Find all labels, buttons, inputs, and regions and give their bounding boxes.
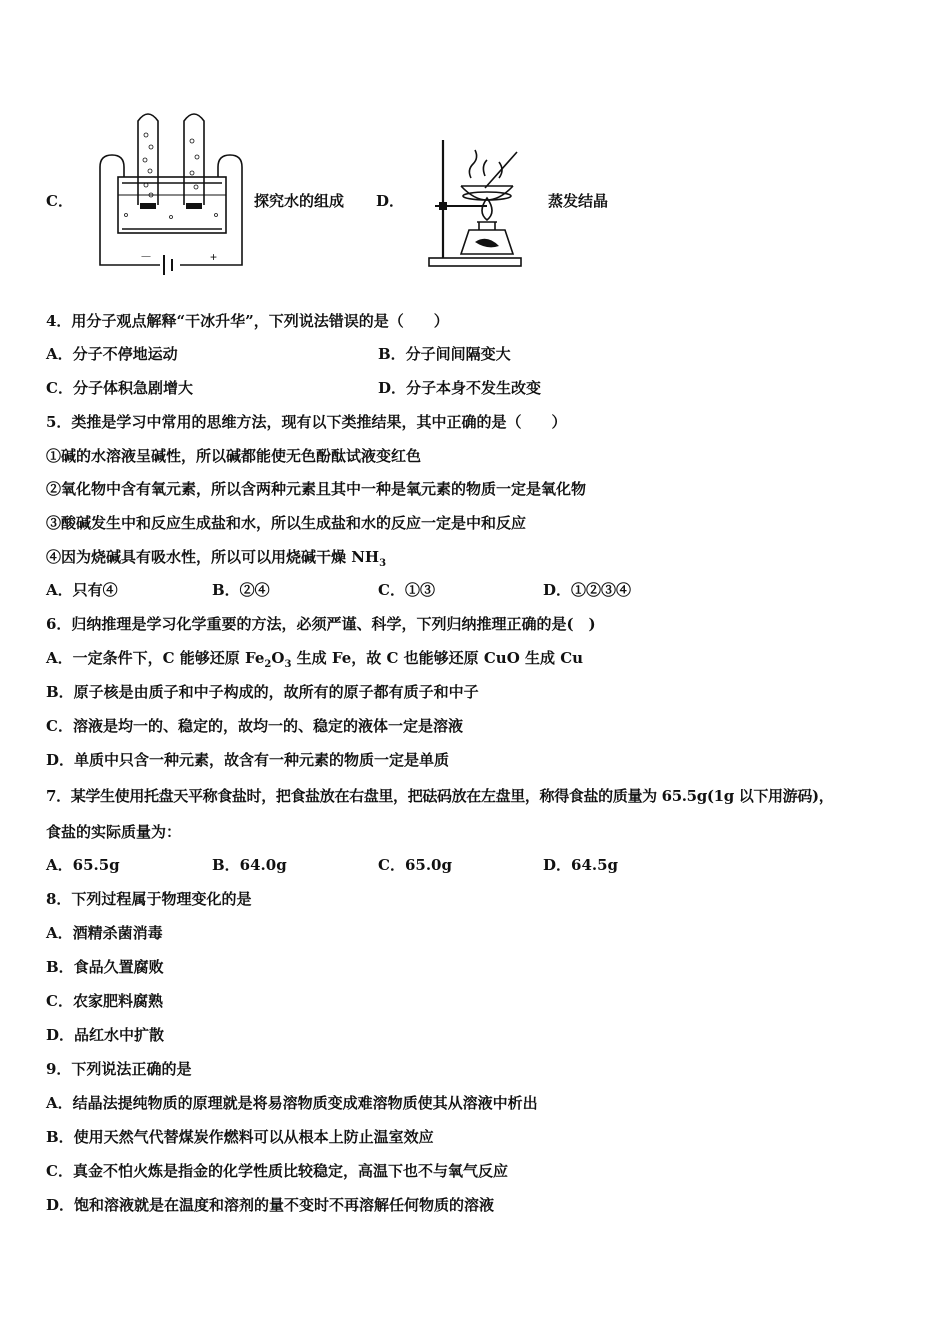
q7-option-b: B．64.0g [212,856,287,874]
q9-option-c: C．真金不怕火炼是指金的化学性质比较稳定，高温下也不与氧气反应 [46,1162,508,1180]
figure-c-caption: 探究水的组成 [254,192,345,210]
q9-option-a: A．结晶法提纯物质的原理就是将易溶物质变成难溶物质使其从溶液中析出 [46,1094,538,1112]
q6-option-c: C．溶液是均一的、稳定的，故均一的、稳定的液体一定是溶液 [46,717,463,735]
q6-option-a [46,649,584,670]
q6-option-d: D．单质中只含一种元素，故含有一种元素的物质一定是单质 [46,751,450,769]
positive-terminal-label: + [210,250,218,264]
electrolysis-apparatus-figure [96,105,246,275]
q9-stem: 9．下列说法正确的是 [46,1060,192,1078]
q7-option-c: C．65.0g [378,856,452,874]
q5-statement-4-text: ④因为烧碱具有吸水性，所以可以用烧碱干燥 NH [46,548,380,566]
q5-option-d: D．①②③④ [543,581,632,599]
q5-statement-3: ③酸碱发生中和反应生成盐和水，所以生成盐和水的反应一定是中和反应 [46,514,527,532]
q8-option-d: D．品红水中扩散 [46,1026,165,1044]
q8-option-b: B．食品久置腐败 [46,958,164,976]
q6-stem: 6．归纳推理是学习化学重要的方法，必须严谨、科学，下列归纳推理正确的是( ) [46,615,596,633]
q5-statement-2: ②氧化物中含有氧元素，所以含两种元素且其中一种是氧元素的物质一定是氧化物 [46,480,587,498]
q6-option-a-post: 生成 Fe，故 C 也能够还原 CuO 生成 Cu [291,649,584,667]
figure-d-letter: D． [376,192,405,210]
q4-stem: 4．用分子观点解释“干冰升华”，下列说法错误的是（ ） [46,312,449,330]
q9-option-d: D．饱和溶液就是在温度和溶剂的量不变时不再溶解任何物质的溶液 [46,1196,495,1214]
negative-terminal-label: － [140,250,153,264]
q5-stem: 5．类推是学习中常用的思维方法，现有以下类推结果，其中正确的是（ ） [46,413,567,431]
q5-statement-4-subscript: 3 [379,558,387,569]
q7-option-a: A．65.5g [46,856,120,874]
q5-statement-1: ①碱的水溶液呈碱性，所以碱都能使无色酚酞试液变红色 [46,447,422,465]
q4-option-a: A．分子不停地运动 [46,345,178,363]
q8-option-c: C．农家肥料腐熟 [46,992,163,1010]
q6-option-b: B．原子核是由质子和中子构成的，故所有的原子都有质子和中子 [46,683,479,701]
figure-c-letter: C． [46,192,73,210]
q9-option-b: B．使用天然气代替煤炭作燃料可以从根本上防止温室效应 [46,1128,434,1146]
q6-option-a-sub1: 2 [264,659,272,670]
figure-d-caption: 蒸发结晶 [548,192,609,210]
q4-option-c: C．分子体积急剧增大 [46,379,193,397]
q4-option-b: B．分子间间隔变大 [378,345,511,363]
q7-stem-line-1: 7．某学生使用托盘天平称食盐时，把食盐放在右盘里，把砝码放在左盘里，称得食盐的质量为 65.5g(1g 以下用游码)， [46,787,834,805]
q5-option-b: B．②④ [212,581,270,599]
q7-option-d: D．64.5g [543,856,619,874]
q6-option-a-pre: A．一定条件下，C 能够还原 Fe [46,649,265,667]
q5-option-a: A．只有④ [46,581,118,599]
q6-option-a-mid: O [271,649,285,667]
q5-option-c: C．①③ [378,581,435,599]
q6-option-a-sub2: 3 [284,659,292,670]
q8-option-a: A．酒精杀菌消毒 [46,924,163,942]
q5-statement-4 [46,548,387,569]
q8-stem: 8．下列过程属于物理变化的是 [46,890,252,908]
q7-stem-line-2: 食盐的实际质量为： [46,823,182,841]
q4-option-d: D．分子本身不发生改变 [378,379,542,397]
evaporation-apparatus-figure [425,134,535,274]
